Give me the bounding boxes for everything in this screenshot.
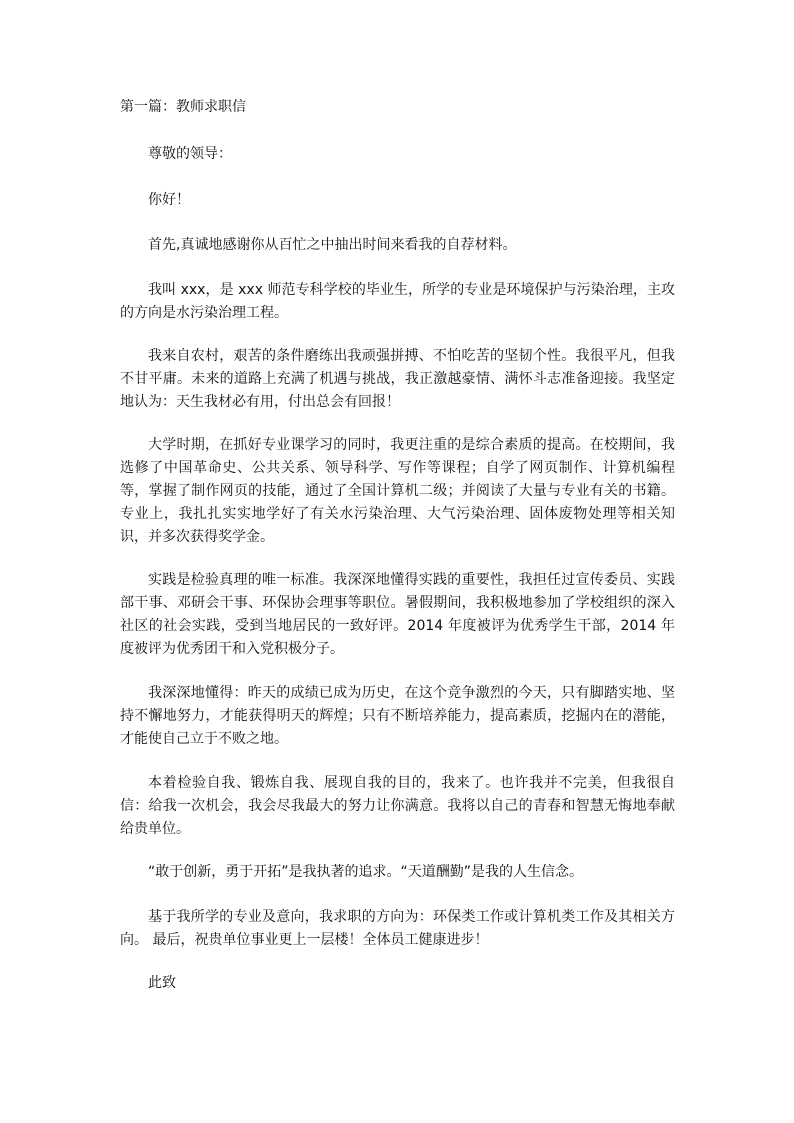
salutation: 尊敬的领导： — [148, 146, 232, 162]
paragraph-purpose: 本着检验自我、锻炼自我、展现自我的目的，我来了。也许我并不完美，但我很自信：给我一次机会，我会尽我最大的努力让你满意。我将以自己的青春和智慧无悔地奉献给贵单位。 — [120, 775, 675, 837]
greeting: 你好！ — [148, 192, 190, 208]
closing: 此致 — [148, 975, 176, 991]
paragraph-thanks: 首先,真诚地感谢你从百忙之中抽出时间来看我的自荐材料。 — [148, 237, 517, 253]
document-title: 第一篇：教师求职信 — [120, 99, 246, 115]
paragraph-practice: 实践是检验真理的唯一标准。我深深地懂得实践的重要性，我担任过宣传委员、实践部干事、邓研会干事、环保协会理事等职位。暑假期间，我积极地参加了学校组织的深入社区的社会实践，受到当地居民的一致好评。2014 年度被评为优秀学生干部，2014 年度被评为优秀团干和入党积极分子。 — [120, 572, 675, 657]
paragraph-job-direction: 基于我所学的专业及意向，我求职的方向为：环保类工作或计算机类工作及其相关方向。 最后，祝贵单位事业更上一层楼！全体员工健康进步！ — [120, 909, 675, 948]
paragraph-university: 大学时期，在抓好专业课学习的同时，我更注重的是综合素质的提高。在校期间，我选修了中国革命史、公共关系、领导科学、写作等课程；自学了网页制作、计算机编程等，掌握了制作网页的技能，通过了全国计算机二级；并阅读了大量与专业有关的书籍。专业上，我扎扎实实地学好了有关水污染治理、大气污染治理、固体废物处理等相关知识，并多次获得奖学金。 — [120, 437, 675, 545]
paragraph-understanding: 我深深地懂得：昨天的成绩已成为历史，在这个竞争激烈的今天，只有脚踏实地、坚持不懈地努力，才能获得明天的辉煌；只有不断培养能力，提高素质，挖掘内在的潜能，才能使自己立于不败之地。 — [120, 685, 675, 747]
paragraph-motto: “敢于创新，勇于开拓”是我执著的追求。“天道酬勤”是我的人生信念。 — [148, 864, 584, 880]
paragraph-introduction: 我叫 xxx，是 xxx 师范专科学校的毕业生，所学的专业是环境保护与污染治理，主攻的方向是水污染治理工程。 — [120, 282, 675, 321]
paragraph-background: 我来自农村，艰苦的条件磨练出我顽强拼搏、不怕吃苦的坚韧个性。我很平凡，但我不甘平庸。未来的道路上充满了机遇与挑战，我正激越豪情、满怀斗志准备迎接。我坚定地认为：天生我材必有用，付出总会有回报！ — [120, 348, 675, 410]
